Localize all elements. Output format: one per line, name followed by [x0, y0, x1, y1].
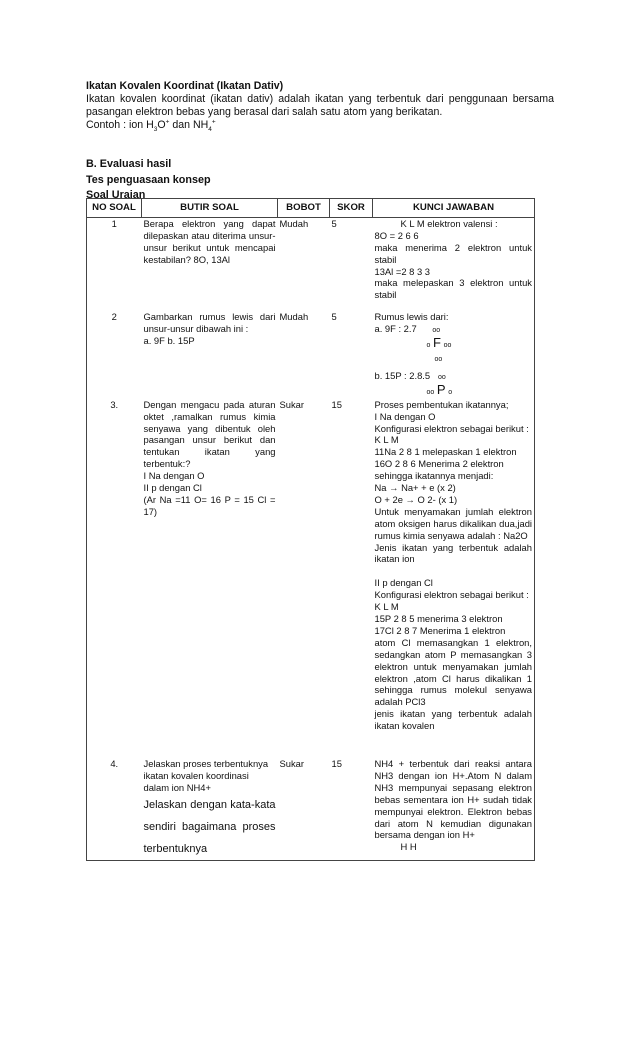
header-kunci-jawaban: KUNCI JAWABAN — [373, 199, 535, 218]
row2-soal: Gambarkan rumus lewis dari unsur-unsur dibawah ini : a. 9F b. 15P — [143, 311, 276, 347]
section-subtitle: Tes penguasaan konsep — [86, 173, 211, 186]
row1-kunci: K L M elektron valensi : 8O = 2 6 6 maka menerima 2 elektron untuk stabil 13Al =2 8 3 3 maka melepaskan 3 elektron untuk stabil — [373, 217, 535, 301]
section-subtitle-2: Soal Uraian — [86, 189, 146, 201]
intro-paragraph: Ikatan kovalen koordinat (ikatan dativ) adalah ikatan yang terbentuk dari penggunaan bersama pasangan elektron bebas yang berasal dari salah satu atom yang berikatan. — [86, 93, 554, 118]
row3-no: 3. — [87, 399, 142, 732]
table-row — [87, 311, 535, 398]
table-row — [87, 217, 535, 301]
table-row — [87, 399, 535, 732]
intro-block — [86, 80, 554, 132]
header-no: NO SOAL — [87, 199, 142, 218]
row1-skor: 5 — [331, 217, 337, 229]
table-header-row — [87, 199, 535, 218]
row2-kunci: Rumus lewis dari: a. 9F : 2.7 oo o F oo oo b. 15P : 2.8.5 oo oo P o — [373, 311, 535, 398]
row3-bobot: Sukar — [279, 398, 304, 410]
section-title: B. Evaluasi hasil — [86, 158, 172, 170]
evaluation-table — [86, 198, 535, 861]
lewis-p: P — [436, 381, 446, 397]
row3-soal: Dengan mengacu pada aturan oktet ,ramalkan rumus kimia senyawa yang dibentuk oleh pasangan unsur berikut dan tentukan ikatan yang terbentuk:? I Na dengan O II p dengan Cl (Ar Na =11 O= 16 P = 15 Cl = 17) — [143, 398, 276, 517]
intro-heading: Ikatan Kovalen Koordinat (Ikatan Dativ) — [86, 80, 284, 92]
section-heading — [86, 157, 211, 204]
row4-no: 4. — [87, 758, 142, 860]
header-butir-soal: BUTIR SOAL — [142, 199, 278, 218]
row4-skor: 15 — [330, 758, 373, 860]
row4-kunci: NH4 + terbentuk dari reaksi antara NH3 dengan ion H+.Atom N dalam NH3 mempunyai sepasang elektron bebas sementara ion H+ sudah tidak mempunyai elektron. Elektron bebas dari atom N kemudian digunakan bersama dengan ion H+ H H — [373, 758, 535, 860]
lewis-f: F — [433, 335, 441, 351]
row2-bobot: Mudah — [279, 311, 309, 323]
table-row — [87, 758, 535, 860]
row4-soal: Jelaskan proses terbentuknya ikatan kovalen koordinasi dalam ion NH4+ Jelaskan dengan kata-kata sendiri bagaimana proses terbentuknya — [142, 758, 278, 860]
row4-bobot: Sukar — [278, 758, 330, 860]
row1-soal: Berapa elektron yang dapat dilepaskan atau diterima unsur-unsur berikut untuk mencapai kestabilan? 8O, 13Al — [143, 217, 276, 265]
row3-kunci: Proses pembentukan ikatannya; I Na dengan O Konfigurasi elektron sebagai berikut : K L M 11Na 2 8 1 melepaskan 1 elektron 16O 2 8 6 Menerima 2 elektron sehingga ikatannya menjadi: Na → Na+ + e (x 2) O + 2e → O 2- (x 1) Untuk menyamakan jumlah elektron atom oksigen harus dikalikan dua,jadi rumus kimia senyawa adalah : Na2O Jenis ikatan yang terbentuk adalah ikatan ion II p dengan Cl Konfigurasi elektron sebagai berikut : K L M 15P 2 8 5 menerima 3 elektron 17Cl 2 8 7 Menerima 1 elektron atom Cl memasangkan 1 elektron, sedangkan atom P memasangkan 3 elektron untuk menyamakan jumlah elektron ,atom Cl harus dikalikan 1 sehingga rumus molekul senyawa adalah PCl3 jenis ikatan yang terbentuk adalah ikatan kovalen — [373, 399, 535, 732]
row1-no: 1 — [87, 217, 142, 301]
header-skor: SKOR — [330, 199, 373, 218]
row2-no: 2 — [87, 311, 142, 398]
row1-bobot: Mudah — [279, 217, 309, 229]
header-bobot: BOBOT — [278, 199, 330, 218]
row2-skor: 5 — [331, 311, 337, 323]
row3-skor: 15 — [331, 398, 342, 410]
intro-example: Contoh : ion $H_3O^+$ dan $NH_4^+$ — [86, 118, 216, 134]
